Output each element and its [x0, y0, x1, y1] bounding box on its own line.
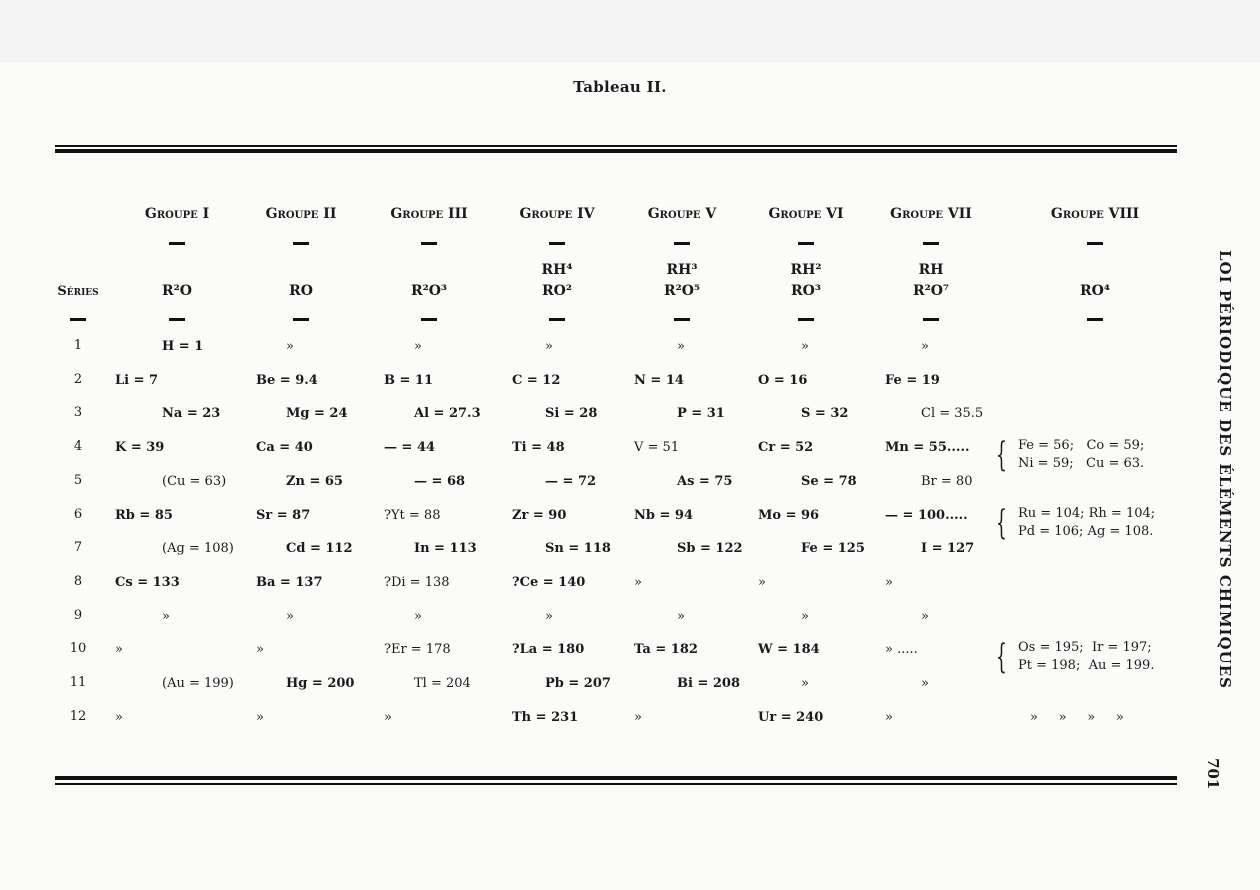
group8-line: Os = 195; Ir = 197;	[1018, 640, 1152, 656]
bottom-rule-thin	[55, 783, 1177, 785]
oxide-formula: RO³	[791, 283, 821, 299]
oxide-formula: R²O	[162, 283, 192, 299]
element-cell: Sb = 122	[677, 541, 743, 557]
element-cell: Rb = 85	[115, 507, 173, 523]
group-header: Groupe III	[390, 206, 468, 222]
element-cell: »	[801, 339, 809, 354]
group8-lines	[1018, 639, 1154, 675]
header-dash	[549, 242, 565, 245]
element-cell: (Ag = 108)	[162, 541, 234, 557]
element-cell: Mn = 55.....	[885, 440, 970, 456]
element-cell: Th = 231	[512, 709, 579, 725]
element-cell: »	[115, 642, 123, 658]
formula-dash	[169, 318, 185, 321]
oxide-formula: R²O⁵	[663, 283, 701, 299]
element-cell: — = 68	[414, 473, 466, 489]
group-header: Groupe I	[144, 206, 210, 222]
element-cell: C = 12	[512, 372, 561, 388]
header-dash	[421, 242, 437, 245]
series-number: 2	[73, 371, 83, 387]
element-cell: (Cu = 63)	[162, 473, 227, 489]
element-cell: Li = 7	[115, 372, 159, 388]
bottom-rule-thick	[55, 776, 1177, 780]
element-cell: In = 113	[414, 541, 477, 557]
element-cell: Be = 9.4	[256, 372, 318, 388]
hydride-formula: RH³	[666, 262, 698, 278]
brace-icon: {	[996, 435, 1007, 476]
header-dash	[169, 242, 185, 245]
group-header: Groupe VI	[768, 206, 844, 222]
group8-lines	[1018, 505, 1155, 541]
table-title: Tableau II.	[573, 78, 667, 96]
element-cell: B = 11	[384, 372, 434, 388]
element-cell: Nb = 94	[634, 507, 694, 523]
element-cell: As = 75	[677, 473, 733, 489]
group-header: Groupe V	[647, 206, 717, 222]
element-cell: »	[801, 608, 809, 624]
formula-dash	[293, 318, 309, 321]
hydride-formula: RH	[918, 262, 944, 278]
element-cell: Cl = 35.5	[921, 406, 984, 422]
element-cell: ?La = 180	[512, 642, 585, 658]
oxide-formula: RO	[289, 283, 313, 299]
header-dash	[293, 242, 309, 245]
header-dash	[674, 242, 690, 245]
element-cell: »	[384, 709, 392, 725]
page-number: 701	[1204, 758, 1222, 790]
series-number: 3	[73, 405, 83, 421]
series-number: 11	[69, 675, 87, 690]
element-cell: Ca = 40	[256, 440, 313, 456]
group-header: Groupe VIII	[1050, 206, 1140, 222]
hydride-formula: RH²	[790, 262, 822, 278]
series-number: 10	[69, 641, 87, 657]
group8-row12: » » » »	[1030, 709, 1124, 725]
element-cell: Zr = 90	[512, 507, 567, 523]
element-cell: Cr = 52	[758, 440, 814, 456]
oxide-formula: RO²	[542, 283, 572, 299]
top-rule-thick	[55, 149, 1177, 153]
formula-dash	[549, 318, 565, 321]
element-cell: H = 1	[162, 339, 204, 354]
oxide-formula: R²O³	[410, 283, 448, 299]
element-cell: »	[801, 676, 809, 691]
group8-block	[996, 437, 1186, 477]
element-cell: »	[758, 574, 766, 590]
group-header: Groupe II	[265, 206, 337, 222]
element-cell: Pb = 207	[545, 676, 611, 691]
element-cell: — = 72	[545, 473, 597, 489]
series-dash	[70, 318, 86, 321]
element-cell: ?Ce = 140	[512, 574, 586, 590]
group-header: Groupe IV	[519, 206, 595, 222]
element-cell: ?Er = 178	[384, 642, 451, 658]
element-cell: Se = 78	[801, 473, 857, 489]
element-cell: »	[414, 339, 422, 354]
element-cell: »	[634, 709, 642, 725]
element-cell: Al = 27.3	[414, 406, 481, 422]
element-cell: Fe = 125	[801, 541, 865, 557]
series-number: 5	[73, 472, 83, 488]
element-cell: »	[885, 574, 893, 590]
element-cell: Ta = 182	[634, 642, 698, 658]
element-cell: S = 32	[801, 406, 849, 422]
element-cell: »	[677, 339, 685, 354]
group8-line: Ru = 104; Rh = 104;	[1018, 505, 1156, 521]
element-cell: — = 44	[384, 440, 436, 456]
group-header: Groupe VII	[890, 206, 972, 222]
header-dash	[798, 242, 814, 245]
group8-line: Ni = 59; Cu = 63.	[1018, 456, 1145, 472]
series-header: Séries	[57, 284, 99, 299]
oxide-formula: RO⁴	[1080, 283, 1110, 299]
element-cell: ?Di = 138	[384, 574, 450, 590]
element-cell: Cs = 133	[115, 574, 180, 590]
element-cell: I = 127	[921, 541, 975, 557]
element-cell: »	[256, 709, 264, 725]
group8-line: Pd = 106; Ag = 108.	[1018, 523, 1154, 539]
series-number: 1	[73, 338, 83, 353]
brace-icon: {	[996, 637, 1007, 678]
element-cell: »	[677, 608, 685, 624]
element-cell: V = 51	[634, 440, 680, 456]
element-cell: Tl = 204	[414, 676, 471, 691]
element-cell: »	[545, 339, 553, 354]
header-dash	[1087, 242, 1103, 245]
element-cell: »	[921, 339, 929, 354]
series-number: 7	[73, 540, 83, 556]
group8-line: Fe = 56; Co = 59;	[1018, 438, 1145, 454]
element-cell: (Au = 199)	[162, 676, 234, 691]
element-cell: Fe = 19	[885, 372, 940, 388]
group8-line: Pt = 198; Au = 199.	[1018, 658, 1155, 674]
element-cell: »	[885, 709, 893, 725]
top-rule-thin	[55, 145, 1177, 147]
formula-dash	[674, 318, 690, 321]
hydride-formula: RH⁴	[541, 262, 573, 278]
element-cell: Mo = 96	[758, 507, 820, 523]
series-number: 12	[69, 708, 87, 724]
element-cell: »	[545, 608, 553, 624]
element-cell: »	[286, 339, 294, 354]
element-cell: » .....	[885, 642, 918, 658]
element-cell: Na = 23	[162, 406, 221, 422]
element-cell: W = 184	[758, 642, 820, 658]
series-number: 6	[73, 506, 83, 522]
element-cell: ?Yt = 88	[384, 507, 441, 523]
element-cell: »	[115, 709, 123, 725]
element-cell: Ti = 48	[512, 440, 565, 456]
element-cell: »	[634, 574, 642, 590]
group8-lines	[1018, 437, 1144, 473]
element-cell: Ba = 137	[256, 574, 323, 590]
formula-dash	[1087, 318, 1103, 321]
group8-block	[996, 639, 1186, 679]
element-cell: »	[162, 608, 170, 624]
element-cell: Ur = 240	[758, 709, 824, 725]
series-number: 8	[73, 573, 83, 589]
element-cell: Si = 28	[545, 406, 598, 422]
element-cell: Cd = 112	[286, 541, 353, 557]
element-cell: Zn = 65	[286, 473, 343, 489]
formula-dash	[421, 318, 437, 321]
oxide-formula: R²O⁷	[912, 283, 950, 299]
element-cell: N = 14	[634, 372, 684, 388]
series-number: 9	[73, 607, 83, 623]
element-cell: Hg = 200	[286, 676, 355, 691]
formula-dash	[798, 318, 814, 321]
element-cell: »	[256, 642, 264, 658]
element-cell: Sr = 87	[256, 507, 311, 523]
brace-icon: {	[996, 502, 1007, 543]
series-number: 4	[73, 439, 83, 455]
group8-block	[996, 502, 1186, 545]
element-cell: Sn = 118	[545, 541, 611, 557]
element-cell: — = 100.....	[885, 507, 968, 523]
element-cell: Bi = 208	[677, 676, 741, 691]
element-cell: O = 16	[758, 372, 808, 388]
header-dash	[923, 242, 939, 245]
formula-dash	[923, 318, 939, 321]
element-cell: »	[921, 676, 929, 691]
element-cell: »	[414, 608, 422, 624]
element-cell: Br = 80	[921, 473, 973, 489]
element-cell: K = 39	[115, 440, 165, 456]
element-cell: Mg = 24	[286, 406, 348, 422]
element-cell: »	[921, 608, 929, 624]
running-title: LOI PÉRIODIQUE DES ÉLÉMENTS CHIMIQUES	[1216, 250, 1234, 689]
element-cell: »	[286, 608, 294, 624]
element-cell: P = 31	[677, 406, 725, 422]
